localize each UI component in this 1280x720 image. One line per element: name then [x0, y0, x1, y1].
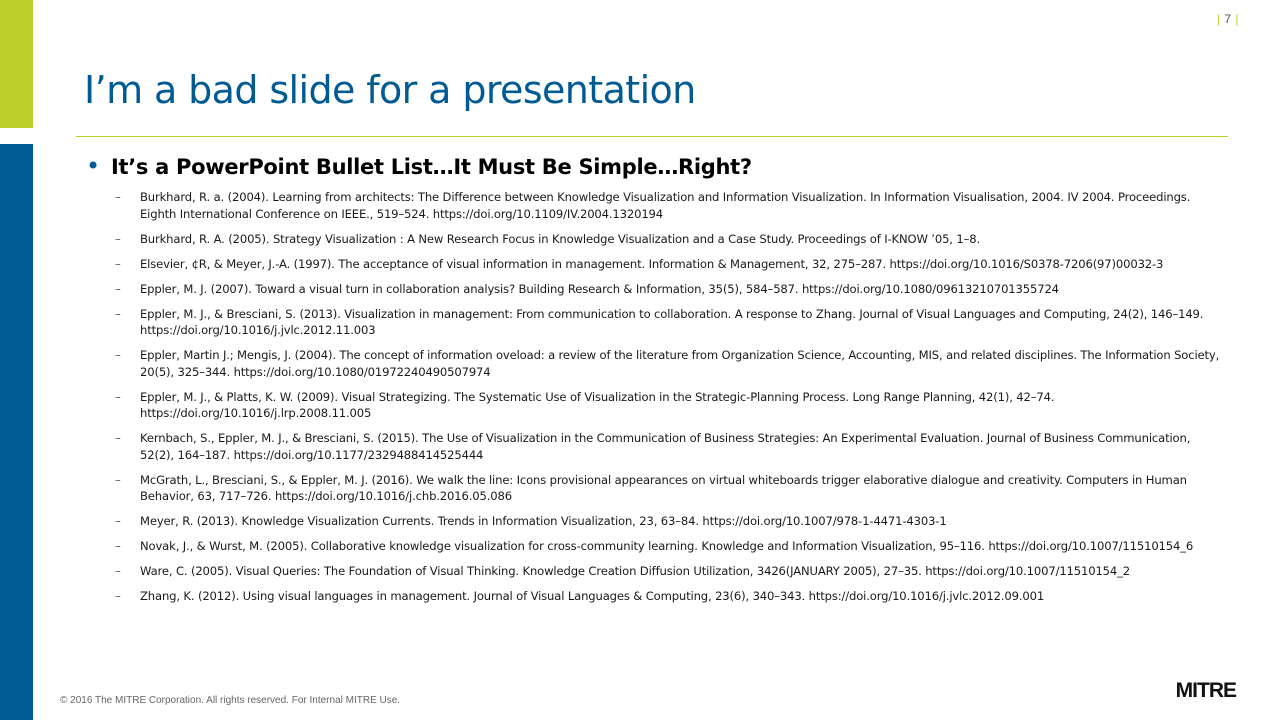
dash-bullet-icon: –	[115, 514, 121, 528]
title-divider	[76, 136, 1228, 137]
reference-text: Elsevier, ¢R, & Meyer, J.-A. (1997). The acceptance of visual information in management. Information & Management, 32, 275–287. https://doi.org/10.1016/S0378-7206(97)00032-3	[140, 256, 1164, 271]
reference-item	[86, 231, 1226, 248]
reference-text: Eppler, M. J., & Bresciani, S. (2013). Visualization in management: From communication to collaboration. A response to Zhang. Journal of Visual Languages and Computing, 24(2), 146–149. https://doi.org/10.1016/j.jvlc.2012.11.003	[140, 306, 1204, 337]
dash-bullet-icon: –	[115, 389, 121, 404]
reference-item	[86, 538, 1226, 555]
reference-item	[86, 588, 1226, 605]
dash-bullet-icon: –	[115, 564, 121, 578]
reference-text: Burkhard, R. a. (2004). Learning from architects: The Difference between Knowledge Visualization and Information Visualization. In Information Visualisation, 2004. IV 2004. Proceedings. Eighth International Conference on IEEE., 519–524. https://doi.org/10.1109/IV.2004.1320194	[140, 190, 1191, 221]
reference-text: Eppler, Martin J.; Mengis, J. (2004). The concept of information oveload: a review of the literature from Organization Science, Accounting, MIS, and related disciplines. The Information Society, 20(5), 325–344. https://doi.org/10.1080/01972240490507974	[140, 348, 1220, 379]
reference-item	[86, 189, 1226, 222]
reference-text: Meyer, R. (2013). Knowledge Visualization Currents. Trends in Information Visualization, 23, 63–84. https://doi.org/10.1007/978-1-4471-4303-1	[140, 514, 947, 528]
reference-text: Burkhard, R. A. (2005). Strategy Visualization : A New Research Focus in Knowledge Visualization and a Case Study. Proceedings of I-KNOW ’05, 1–8.	[140, 231, 981, 246]
reference-text: Eppler, M. J., & Platts, K. W. (2009). Visual Strategizing. The Systematic Use of Visualization in the Strategic-Planning Process. Long Range Planning, 42(1), 42–74. https://doi.org/10.1016/j.lrp.2008.11.005	[140, 389, 1055, 420]
dash-bullet-icon: –	[115, 231, 121, 246]
reference-item	[86, 513, 1226, 530]
dash-bullet-icon: –	[115, 539, 121, 553]
page-number: | 7 |	[1216, 12, 1239, 26]
reference-text: Novak, J., & Wurst, M. (2005). Collaborative knowledge visualization for cross-community learning. Knowledge and Information Visualization, 95–116. https://doi.org/10.1007/11510154_6	[140, 539, 1194, 553]
main-bullet-text: It’s a PowerPoint Bullet List…It Must Be Simple…Right?	[111, 155, 752, 179]
reference-item	[86, 389, 1226, 422]
reference-item	[86, 281, 1226, 298]
reference-text: Ware, C. (2005). Visual Queries: The Foundation of Visual Thinking. Knowledge Creation Diffusion Utilization, 3426(JANUARY 2005), 27–35. https://doi.org/10.1007/11510154_2	[140, 564, 1131, 578]
reference-item	[86, 563, 1226, 580]
copyright-footer: © 2016 The MITRE Corporation. All rights reserved. For Internal MITRE Use.	[60, 695, 401, 706]
reference-list	[86, 189, 1226, 605]
bullet-dot-icon: •	[86, 152, 101, 180]
dash-bullet-icon: –	[115, 348, 121, 362]
reference-item	[86, 430, 1226, 463]
slide-title: I’m a bad slide for a presentation	[84, 68, 696, 112]
dash-bullet-icon: –	[115, 472, 121, 487]
reference-item	[86, 306, 1226, 339]
dash-bullet-icon: –	[115, 589, 121, 603]
dash-bullet-icon: –	[115, 431, 121, 445]
mitre-logo: MITRE	[1175, 679, 1236, 702]
main-bullet	[86, 154, 1226, 179]
dash-bullet-icon: –	[115, 281, 121, 296]
reference-text: Zhang, K. (2012). Using visual languages in management. Journal of Visual Languages & Computing, 23(6), 340–343. https://doi.org/10.1016/j.jvlc.2012.09.001	[140, 589, 1045, 603]
blue-accent-bar	[0, 144, 33, 720]
reference-text: Eppler, M. J. (2007). Toward a visual turn in collaboration analysis? Building Research & Information, 35(5), 584–587. https://doi.org/10.1080/09613210701355724	[140, 281, 1059, 296]
dash-bullet-icon: –	[115, 256, 121, 271]
dash-bullet-icon: –	[115, 190, 121, 204]
reference-item	[86, 256, 1226, 273]
reference-item	[86, 472, 1226, 505]
green-accent-bar	[0, 0, 33, 128]
reference-text: McGrath, L., Bresciani, S., & Eppler, M. J. (2016). We walk the line: Icons provisional appearances on virtual whiteboards trigger elaborative dialogue and creativity. Computers in Human Behavior, 63, 717–726. https://doi.org/10.1016/j.chb.2016.05.086	[140, 472, 1187, 503]
reference-item	[86, 347, 1226, 380]
dash-bullet-icon: –	[115, 306, 121, 321]
reference-text: Kernbach, S., Eppler, M. J., & Bresciani, S. (2015). The Use of Visualization in the Communication of Business Strategies: An Experimental Evaluation. Journal of Business Communication, 52(2), 164–187. https://doi.org/10.1177/2329488414525444	[140, 431, 1191, 462]
page-number-value: 7	[1224, 12, 1232, 26]
slide-content	[86, 154, 1226, 613]
